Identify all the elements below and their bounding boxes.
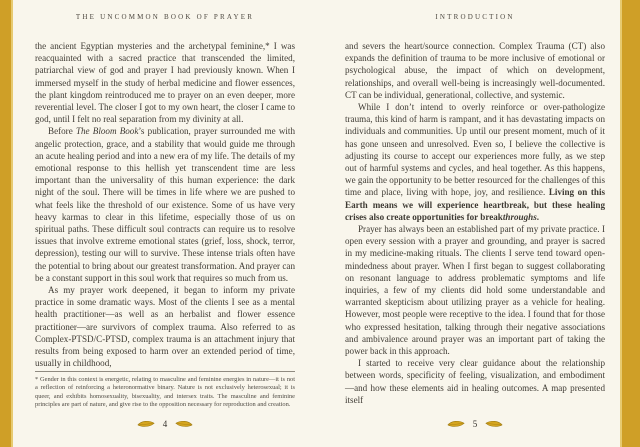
running-head-left: THE UNCOMMON BOOK OF PRAYER [75,13,255,21]
right-cover-edge [620,0,640,447]
left-page-footer [35,419,295,429]
left-cover-edge [0,0,13,447]
text-run: and severs the heart/source connection. Complex Trauma (CT) also expands the definition of trauma to be more inclusive of emotional or psychological abuse, the impact of which on development, relationships, and overall well-being is increasingly well-documented. CT can be individual, generational, collective, and systemic. [345,41,605,100]
leaf-ornament-icon [137,420,155,428]
text-run: Living on this Earth means we will experience heartbreak, but these healing crises also create opportunities for break [345,187,606,222]
text-run: Before [48,126,76,137]
footnote-text [35,376,295,410]
text-run: As my prayer work deepened, it began to inform my private practice in some dramatic ways. Most of the clients I see as a mental health practitioner—as well as an herbalist and flower essence practitioner—are survivors of complex trauma. Also referred to as Complex-PTSD/C-PTSD, complex trauma is an attachment injury that results from being exposed to harm over an extended period of time, usually in childhood, [35,285,295,369]
right-page-body [345,40,605,406]
paragraph [345,101,605,223]
paragraph [35,125,295,284]
text-run: throughs [502,211,537,222]
right-page-footer [345,419,605,429]
page-number-left: 4 [162,419,168,429]
leaf-ornament-icon [485,420,503,428]
text-run: * Gender in this context is energetic, relating to masculine and feminine energies in nature—it is not a reflection of reinforcing a heteronormative binary. Nature is not exclusively heterosexual; it is queer, and exhibits homosexuality, bisexuality, and intersex traits. The masculine and feminine principles are part of nature, and give rise to the opposition necessary for reproduction and creation. [35,376,295,409]
text-run: ’s publication, prayer surrounded me with angelic protection, grace, and a stability that would guide me through an acute healing period and into a new era of my life. The details of my emotional response to this hellish yet transcendent time are less important than the universality of this human experience: the dark night of the soul. There will be times in life where we are pushed to what feels like the threshold of our existence. Some of us have very heavy karmas to clear in this lifetime, especially those of us on spiritual paths. These difficult soul contracts can require us to resolve issues that involve extreme emotional states (grief, loss, shock, terror, depression), testing our will to survive. These intense trials often have the potential to bring about our greatest transformation. And prayer can be a constant support in this soul work that requires so much from us. [35,126,295,283]
running-head-right: INTRODUCTION [435,13,515,21]
text-run: I started to receive very clear guidance about the relationship between words, specificity of feeling, visualization, and embodiment—and how these elements aid in healing outcomes. A map presented itself [345,358,605,405]
text-run: the ancient Egyptian mysteries and the archetypal feminine,* I was reacquainted with a sacred practice that transcended the limited, patriarchal view of god and prayer I had previously known. When I immersed myself in the study of herbal medicine and flower essences, the plant kingdom reintroduced me to prayer on an even deeper, more reverential level. The closer I got to my own heart, the closer I came to god, until I felt no real separation from my divinity at all. [35,41,295,125]
text-run: Prayer has always been an established part of my private practice. I open every session with a prayer and grounding, and prayer is sacred in my medicine-making rituals. The clients I serve tend toward open-mindedness about prayer. When I first began to suggest collaborating on resonant language to address problematic symptoms and life inquiries, a few of my clients did hold some understandable and warranted skepticism about utilizing prayer as a vehicle for healing. However, most people were receptive to the idea. I found that for those who expressed hesitation, talking through their negative associations and ambivalence around prayer was an important part of taking the power back in this approach. [345,224,605,357]
paragraph [345,40,605,101]
leaf-ornament-icon [175,420,193,428]
text-run: While I don’t intend to overly reinforce or over-pathologize trauma, this kind of harm is rampant, and it has devastating impacts on individuals and communities. Up until our present moment, much of it has gone unseen and unresolved. Even so, I believe the collective is adjusting its course to accept our experiences more fully, as we step out of harmful systems and cycles, and heal together. As this happens, we gain the opportunity to be better resourced for the challenges of this time and place, living with hope, joy, and resilience. [345,102,605,198]
text-run: . [536,211,540,222]
footnote-block [35,371,295,410]
paragraph [35,40,295,125]
paragraph [345,357,605,406]
left-page [35,0,295,447]
leaf-ornament-icon [447,420,465,428]
page-number-right: 5 [472,419,478,429]
paragraph [345,223,605,357]
text-run: The Bloom Book [75,126,139,137]
footnote-rule [35,371,295,372]
paragraph [35,284,295,369]
right-page [345,0,605,447]
left-page-body [35,40,295,369]
